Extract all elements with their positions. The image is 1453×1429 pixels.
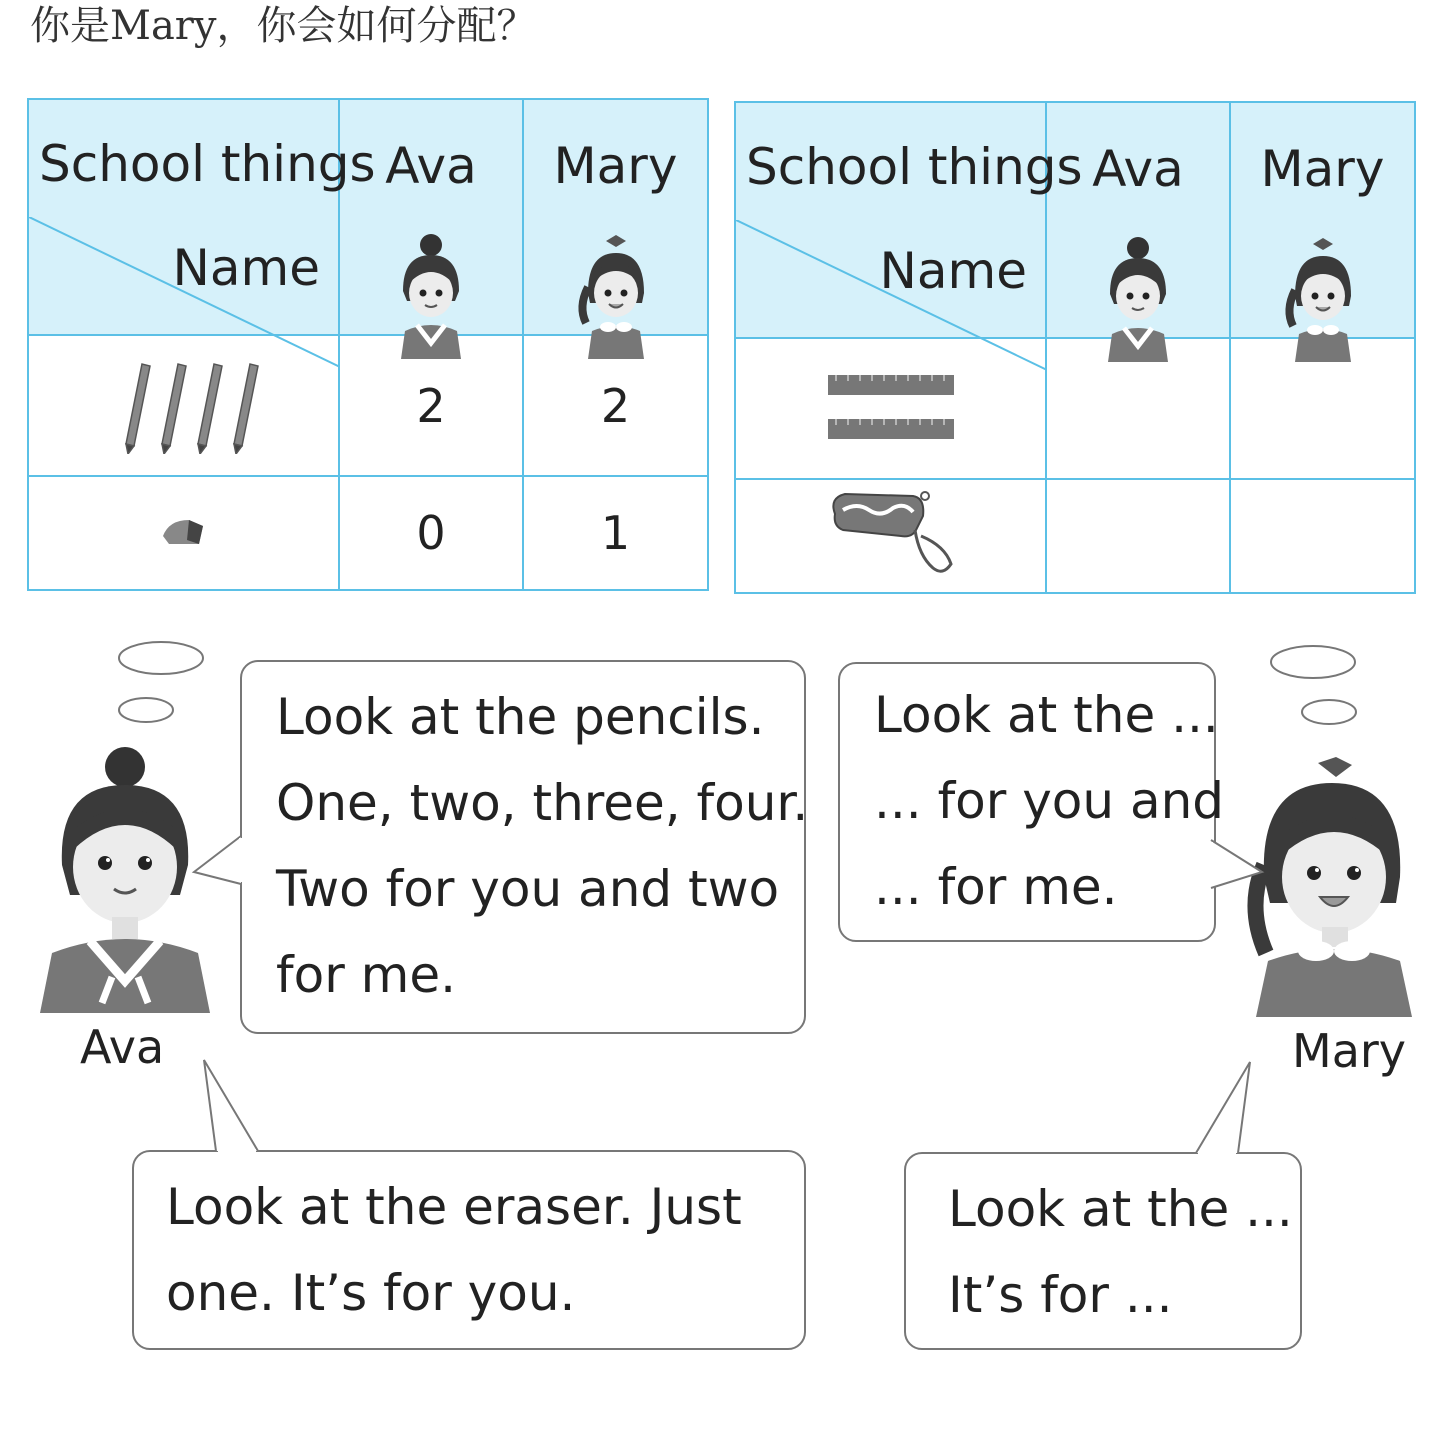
bubble-line: Look at the pencils.: [276, 688, 765, 746]
tail-ava-eraser: [204, 1060, 258, 1151]
ava-pencils-count: 2: [339, 335, 523, 476]
header-ava-label: Ava: [385, 137, 477, 195]
mary-pencils-count: 2: [523, 335, 708, 476]
tail-mary-answer: [1211, 840, 1262, 888]
mary-name-label: Mary: [1292, 1024, 1407, 1078]
header-school-things-label: School things: [746, 138, 1083, 196]
header-school-things-label: School things: [39, 135, 376, 193]
bubble-line: It’s for ...: [948, 1266, 1173, 1324]
header-name-label: Name: [879, 242, 1027, 300]
header-mary-label: Mary: [1260, 140, 1385, 198]
tail-ava-pencils: [194, 836, 241, 884]
bubble-line: One, two, three, four.: [276, 774, 809, 832]
tail-mary-second: [1196, 1062, 1250, 1153]
header-ava-label: Ava: [1092, 140, 1184, 198]
bubble-line: for me.: [276, 946, 457, 1004]
question-text: 你是Mary，你会如何分配？: [30, 3, 537, 49]
header-mary-label: Mary: [553, 137, 678, 195]
bubble-line: one. It’s for you.: [166, 1264, 576, 1322]
bubble-line: ... for me.: [874, 858, 1118, 916]
bubble-line: Two for you and two: [276, 860, 780, 918]
header-name-label: Name: [172, 239, 320, 297]
ava-eraser-count: 0: [339, 476, 523, 590]
bubble-line: ... for you and: [874, 772, 1225, 830]
bubble-line: Look at the ...: [874, 686, 1219, 744]
bubble-line: Look at the ...: [948, 1180, 1293, 1238]
ava-name-label: Ava: [80, 1020, 165, 1074]
bubble-line: Look at the eraser. Just: [166, 1178, 742, 1236]
mary-eraser-count: 1: [523, 476, 708, 590]
